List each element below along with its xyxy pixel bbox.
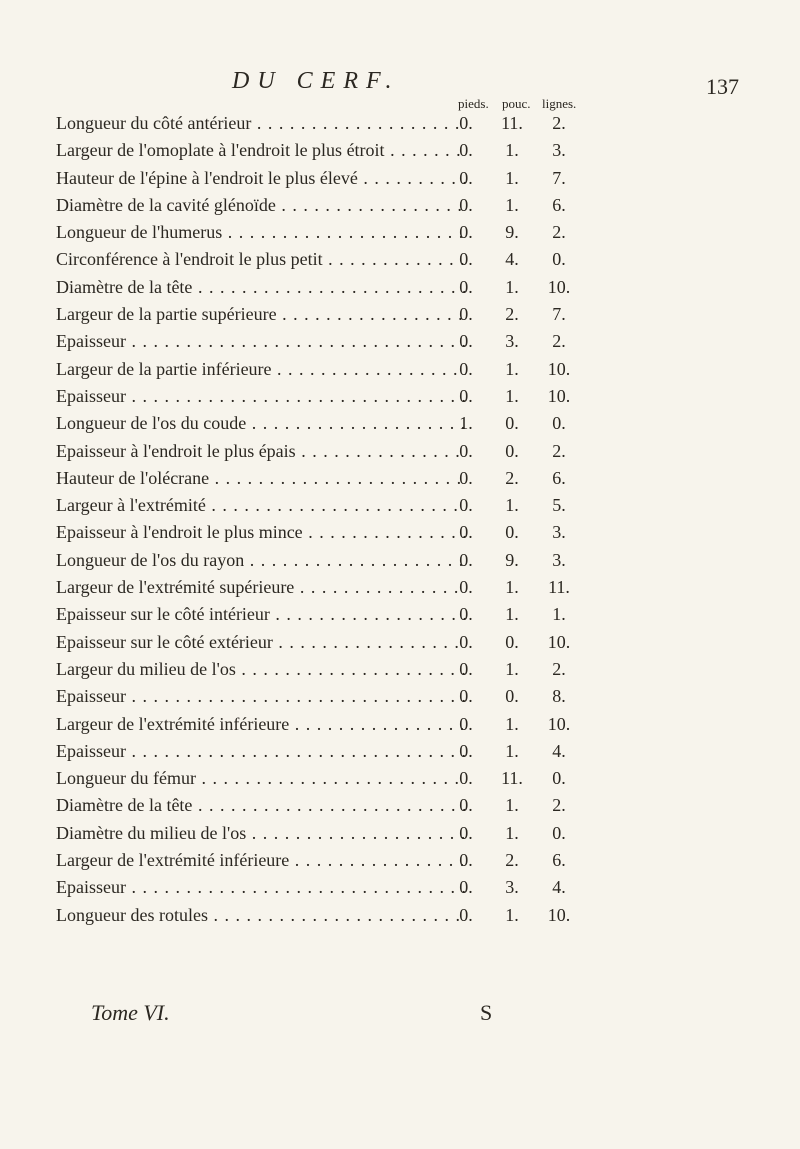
table-row bbox=[56, 711, 596, 738]
value-lignes: 4. bbox=[552, 740, 566, 761]
value-pouc: 0. bbox=[505, 686, 519, 707]
table-row bbox=[56, 383, 596, 410]
value-pieds: 0. bbox=[459, 495, 473, 516]
table-row bbox=[56, 738, 596, 765]
value-lignes: 10. bbox=[547, 713, 571, 734]
measurement-label: Largeur de l'extrémité inférieure . . . bbox=[56, 711, 466, 738]
value-lignes: 10. bbox=[547, 358, 571, 379]
table-row bbox=[56, 601, 596, 628]
value-lignes: 2. bbox=[552, 113, 566, 133]
measurement-label: Diamètre de la cavité glénoïde . . . bbox=[56, 192, 466, 219]
table-row bbox=[56, 683, 596, 710]
table-row bbox=[56, 519, 596, 546]
value-pouc: 1. bbox=[505, 658, 519, 679]
table-row bbox=[56, 492, 596, 519]
table-row bbox=[56, 438, 596, 465]
value-pouc: 1. bbox=[505, 167, 519, 188]
value-lignes: 2. bbox=[552, 795, 566, 816]
value-pieds: 0. bbox=[459, 768, 473, 789]
measurement-label: Longueur de l'os du rayon . . . bbox=[56, 547, 466, 574]
value-pieds: 0. bbox=[459, 385, 473, 406]
table-row bbox=[56, 820, 596, 847]
value-pieds: 1. bbox=[459, 413, 473, 434]
value-pouc: 11. bbox=[501, 113, 523, 133]
table-row bbox=[56, 356, 596, 383]
value-pieds: 0. bbox=[459, 631, 473, 652]
measurement-label: Epaisseur sur le côté intérieur . . . bbox=[56, 601, 466, 628]
value-lignes: 6. bbox=[552, 467, 566, 488]
value-pouc: 1. bbox=[505, 904, 519, 925]
measurement-label: Hauteur de l'épine à l'endroit le plus élevé . . . bbox=[56, 165, 466, 192]
value-pieds: 0. bbox=[459, 740, 473, 761]
measurement-label: Epaisseur à l'endroit le plus épais . . . bbox=[56, 438, 466, 465]
value-pouc: 1. bbox=[505, 495, 519, 516]
table-row bbox=[56, 274, 596, 301]
column-header-pouc: pouc. bbox=[502, 96, 531, 111]
value-pieds: 0. bbox=[459, 795, 473, 816]
value-pieds: 0. bbox=[459, 194, 473, 215]
measurement-label: Longueur du côté antérieur . . . bbox=[56, 110, 466, 137]
value-pouc: 11. bbox=[501, 768, 523, 789]
value-lignes: 0. bbox=[552, 413, 566, 434]
measurement-label: Epaisseur . . . bbox=[56, 874, 466, 901]
value-pouc: 1. bbox=[505, 822, 519, 843]
table-row bbox=[56, 629, 596, 656]
value-pouc: 2. bbox=[505, 850, 519, 871]
value-lignes: 3. bbox=[552, 549, 566, 570]
value-lignes: 5. bbox=[552, 495, 566, 516]
value-lignes: 3. bbox=[552, 522, 566, 543]
value-pieds: 0. bbox=[459, 167, 473, 188]
value-pieds: 0. bbox=[459, 113, 473, 133]
column-header-lignes: lignes. bbox=[542, 96, 577, 111]
value-pouc: 2. bbox=[505, 304, 519, 325]
table-row bbox=[56, 902, 596, 929]
value-lignes: 6. bbox=[552, 194, 566, 215]
table-row bbox=[56, 301, 596, 328]
value-pieds: 0. bbox=[459, 658, 473, 679]
value-lignes: 10. bbox=[547, 385, 571, 406]
value-lignes: 0. bbox=[552, 768, 566, 789]
value-lignes: 2. bbox=[552, 222, 566, 243]
value-pieds: 0. bbox=[459, 276, 473, 297]
value-pouc: 9. bbox=[505, 549, 519, 570]
value-pieds: 0. bbox=[459, 140, 473, 161]
table-row bbox=[56, 547, 596, 574]
table-row bbox=[56, 574, 596, 601]
measurement-label: Circonférence à l'endroit le plus petit . . . bbox=[56, 246, 466, 273]
value-pouc: 1. bbox=[505, 577, 519, 598]
measurement-label: Epaisseur . . . bbox=[56, 328, 466, 355]
table-row bbox=[56, 656, 596, 683]
value-lignes: 10. bbox=[547, 276, 571, 297]
value-pouc: 0. bbox=[505, 631, 519, 652]
table-row bbox=[56, 765, 596, 792]
measurement-label: Largeur de la partie inférieure . . . bbox=[56, 356, 466, 383]
value-lignes: 4. bbox=[552, 877, 566, 898]
measurement-label: Largeur à l'extrémité . . . bbox=[56, 492, 466, 519]
value-lignes: 2. bbox=[552, 658, 566, 679]
measurement-label: Longueur de l'os du coude . . . bbox=[56, 410, 466, 437]
value-pouc: 9. bbox=[505, 222, 519, 243]
value-pouc: 0. bbox=[505, 440, 519, 461]
value-pieds: 0. bbox=[459, 522, 473, 543]
value-lignes: 11. bbox=[548, 577, 570, 598]
table-row bbox=[56, 219, 596, 246]
table-row bbox=[56, 847, 596, 874]
table-row bbox=[56, 246, 596, 273]
page-number: 137 bbox=[706, 74, 739, 99]
value-pouc: 1. bbox=[505, 140, 519, 161]
measurement-label: Diamètre de la tête . . . bbox=[56, 792, 466, 819]
value-pieds: 0. bbox=[459, 713, 473, 734]
value-pieds: 0. bbox=[459, 904, 473, 925]
value-pieds: 0. bbox=[459, 604, 473, 625]
table-row bbox=[56, 110, 596, 137]
table-row bbox=[56, 192, 596, 219]
value-pieds: 0. bbox=[459, 440, 473, 461]
value-pieds: 0. bbox=[459, 467, 473, 488]
value-lignes: 8. bbox=[552, 686, 566, 707]
value-lignes: 0. bbox=[552, 249, 566, 270]
value-lignes: 2. bbox=[552, 440, 566, 461]
measurement-label: Epaisseur . . . bbox=[56, 383, 466, 410]
table-row bbox=[56, 165, 596, 192]
table-row bbox=[56, 874, 596, 901]
value-pieds: 0. bbox=[459, 222, 473, 243]
value-pieds: 0. bbox=[459, 249, 473, 270]
value-pieds: 0. bbox=[459, 577, 473, 598]
measurement-label: Diamètre de la tête . . . bbox=[56, 274, 466, 301]
measurement-label: Epaisseur sur le côté extérieur . . . bbox=[56, 629, 466, 656]
value-lignes: 7. bbox=[552, 167, 566, 188]
value-pieds: 0. bbox=[459, 686, 473, 707]
value-lignes: 6. bbox=[552, 850, 566, 871]
value-lignes: 2. bbox=[552, 331, 566, 352]
table-row bbox=[56, 410, 596, 437]
value-lignes: 0. bbox=[552, 822, 566, 843]
table-row bbox=[56, 465, 596, 492]
measurement-label: Largeur de l'extrémité supérieure . . . bbox=[56, 574, 466, 601]
measurement-label: Longueur du fémur . . . bbox=[56, 765, 466, 792]
value-pouc: 1. bbox=[505, 385, 519, 406]
value-pieds: 0. bbox=[459, 877, 473, 898]
value-pouc: 1. bbox=[505, 713, 519, 734]
value-pouc: 1. bbox=[505, 276, 519, 297]
measurement-label: Largeur de l'extrémité inférieure . . . bbox=[56, 847, 466, 874]
value-pouc: 1. bbox=[505, 194, 519, 215]
value-lignes: 1. bbox=[552, 604, 566, 625]
value-pouc: 0. bbox=[505, 413, 519, 434]
value-pouc: 3. bbox=[505, 877, 519, 898]
running-head: DU CERF. bbox=[232, 68, 400, 94]
value-pieds: 0. bbox=[459, 549, 473, 570]
signature-mark: S bbox=[480, 1000, 493, 1025]
measurement-label: Epaisseur à l'endroit le plus mince . . . bbox=[56, 519, 466, 546]
value-lignes: 10. bbox=[547, 904, 571, 925]
value-lignes: 3. bbox=[552, 140, 566, 161]
measurement-label: Longueur de l'humerus . . . bbox=[56, 219, 466, 246]
value-pouc: 3. bbox=[505, 331, 519, 352]
value-pieds: 0. bbox=[459, 822, 473, 843]
value-pouc: 1. bbox=[505, 740, 519, 761]
measurement-table bbox=[56, 110, 596, 929]
value-pouc: 1. bbox=[505, 358, 519, 379]
value-pouc: 4. bbox=[505, 249, 519, 270]
table-row bbox=[56, 792, 596, 819]
value-pieds: 0. bbox=[459, 358, 473, 379]
measurement-label: Longueur des rotules . . . bbox=[56, 902, 466, 929]
value-pouc: 1. bbox=[505, 795, 519, 816]
measurement-label: Largeur de l'omoplate à l'endroit le plus étroit . . . bbox=[56, 137, 466, 164]
volume-label: Tome VI. bbox=[91, 1000, 170, 1025]
measurement-label: Largeur de la partie supérieure . . . bbox=[56, 301, 466, 328]
value-pouc: 2. bbox=[505, 467, 519, 488]
value-pieds: 0. bbox=[459, 850, 473, 871]
value-pouc: 1. bbox=[505, 604, 519, 625]
table-row bbox=[56, 137, 596, 164]
value-pieds: 0. bbox=[459, 304, 473, 325]
value-pouc: 0. bbox=[505, 522, 519, 543]
table-row bbox=[56, 328, 596, 355]
measurement-label: Epaisseur . . . bbox=[56, 683, 466, 710]
measurement-label: Hauteur de l'olécrane . . . bbox=[56, 465, 466, 492]
column-header-pieds: pieds. bbox=[458, 96, 489, 111]
measurement-label: Largeur du milieu de l'os . . . bbox=[56, 656, 466, 683]
value-lignes: 7. bbox=[552, 304, 566, 325]
value-pieds: 0. bbox=[459, 331, 473, 352]
measurement-label: Diamètre du milieu de l'os . . . bbox=[56, 820, 466, 847]
measurement-label: Epaisseur . . . bbox=[56, 738, 466, 765]
value-lignes: 10. bbox=[547, 631, 571, 652]
